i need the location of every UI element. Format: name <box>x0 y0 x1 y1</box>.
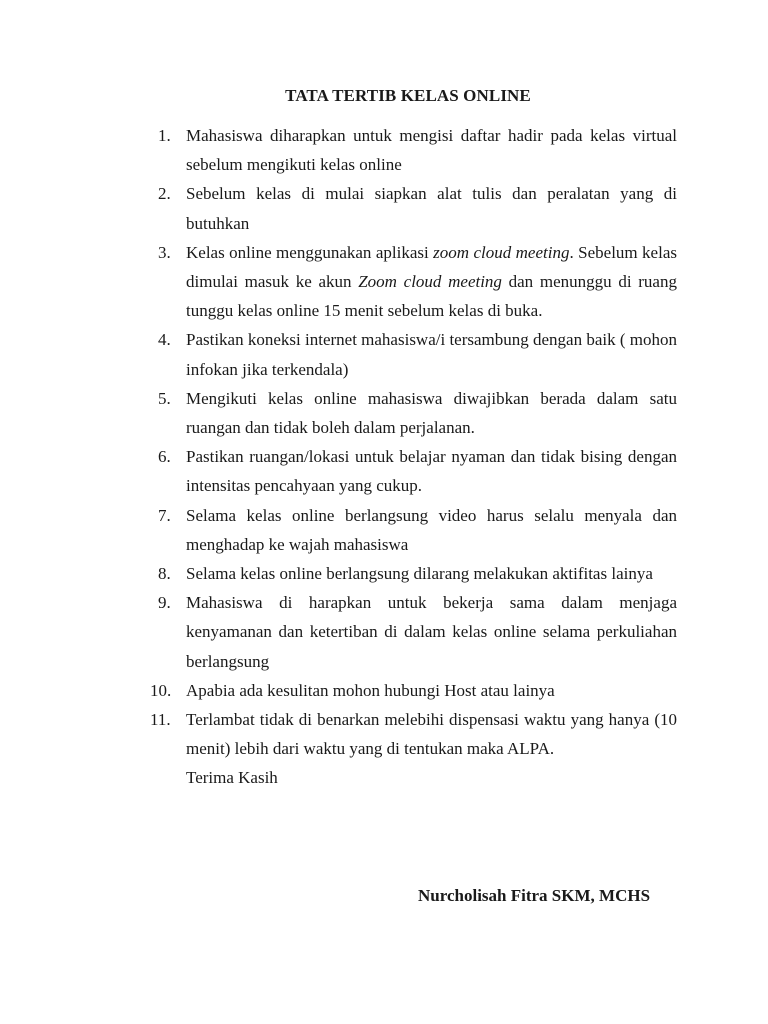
rule-text-italic: Zoom cloud meeting <box>358 272 502 292</box>
closing-text: Terima Kasih <box>186 768 278 788</box>
rule-text <box>186 506 677 554</box>
rule-number: 1. <box>158 126 171 145</box>
rule-text-part: Pastikan koneksi internet mahasiswa/i tersambung dengan baik ( mohon infokan jika terkendala) <box>186 330 678 379</box>
rule-number: 5. <box>158 388 171 408</box>
rule-item <box>150 121 677 179</box>
rule-item <box>150 559 677 588</box>
rule-item <box>150 238 677 326</box>
rule-number: 6. <box>158 447 171 467</box>
rule-item <box>150 588 677 676</box>
rule-item <box>150 442 677 500</box>
rule-text <box>186 681 555 700</box>
rule-text <box>186 710 677 758</box>
rule-text <box>186 447 677 495</box>
rule-number: 8. <box>158 564 171 584</box>
rule-text <box>186 593 677 670</box>
rules-list <box>150 121 677 793</box>
rule-number: 4. <box>158 330 171 350</box>
rule-text-part: Selama kelas online berlangsung dilarang melakukan aktifitas lainya <box>186 564 653 584</box>
rule-item <box>150 384 677 442</box>
rule-number: 9. <box>158 593 171 613</box>
rule-item <box>150 179 677 237</box>
rule-text-part: dan menunggu di ruang tunggu kelas online 15 menit sebelum kelas di buka. <box>186 272 677 321</box>
rule-number: 10. <box>150 680 172 700</box>
rule-text <box>186 243 677 320</box>
rule-text <box>186 564 653 583</box>
rule-text-italic: zoom cloud meeting <box>433 242 570 262</box>
rule-text <box>186 389 677 437</box>
rule-item <box>150 501 677 559</box>
rule-number: 2. <box>158 184 171 204</box>
rule-text <box>186 126 677 174</box>
rule-text-part: Mengikuti kelas online mahasiswa diwajibkan berada dalam satu ruangan dan tidak boleh dalam perjalanan. <box>186 388 677 438</box>
rule-text-part: Mahasiswa di harapkan untuk bekerja sama dalam menjaga kenyamanan dan ketertiban di dalam kelas online selama perkuliahan berlangsung <box>186 593 677 671</box>
rule-text-part: Terlambat tidak di benarkan melebihi dispensasi waktu yang hanya (10 menit) lebih dari waktu yang di tentukan maka ALPA. <box>186 710 677 759</box>
rule-item <box>150 676 677 705</box>
rule-text-part: Kelas online menggunakan aplikasi <box>186 242 434 262</box>
rule-text-part: Pastikan ruangan/lokasi untuk belajar nyaman dan tidak bising dengan intensitas pencahyaan yang cukup. <box>186 447 677 496</box>
rule-text-part: Selama kelas online berlangsung video harus selalu menyala dan menghadap ke wajah mahasiswa <box>186 505 677 554</box>
document-title: TATA TERTIB KELAS ONLINE <box>285 86 531 105</box>
rule-number: 3. <box>158 242 171 262</box>
rule-text-part: . Sebelum kelas dimulai masuk ke akun <box>186 242 677 292</box>
rule-text-part: Mahasiswa diharapkan untuk mengisi daftar hadir pada kelas virtual sebelum mengikuti kelas online <box>186 126 677 175</box>
rule-number: 7. <box>158 505 171 525</box>
rule-item <box>150 325 677 383</box>
rule-text-part: Sebelum kelas di mulai siapkan alat tulis dan peralatan yang di butuhkan <box>186 184 677 233</box>
rule-number: 11. <box>150 710 171 730</box>
rule-text <box>186 330 677 378</box>
rule-item <box>150 705 677 763</box>
signature-name: Nurcholisah Fitra SKM, MCHS <box>418 886 651 905</box>
rule-text <box>186 184 677 232</box>
rule-text-part: Apabia ada kesulitan mohon hubungi Host atau lainya <box>186 680 555 700</box>
